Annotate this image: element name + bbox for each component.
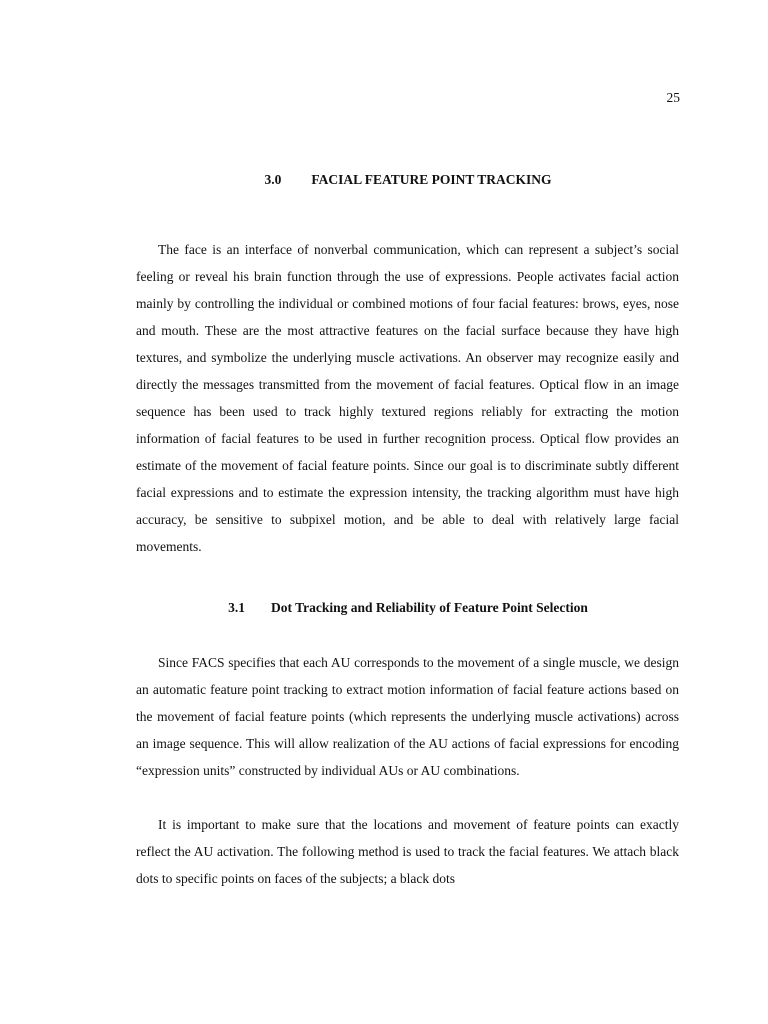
section-number: 3.1 <box>228 600 245 615</box>
body-paragraph-intro: The face is an interface of nonverbal communication, which can represent a subject’s social feeling or reveal his brain function through the use of expressions. People activates facial action mainly by controlling the individual or combined motions of four facial features: brows, eyes, nose and mouth. These are the most attractive features on the facial surface because they have high textures, and symbolize the underlying muscle activations. An observer may recognize easily and directly the messages transmitted from the movement of facial features. Optical flow in an image sequence has been used to track highly textured regions reliably for extracting the motion information of facial features to be used in further recognition process. Optical flow provides an estimate of the movement of facial feature points. Since our goal is to discriminate subtly different facial expressions and to estimate the expression intensity, the tracking algorithm must have high accuracy, be sensitive to subpixel motion, and be able to deal with relatively large facial movements. <box>136 242 679 554</box>
section-title: Dot Tracking and Reliability of Feature Point Selection <box>271 600 588 615</box>
chapter-number: 3.0 <box>264 172 282 187</box>
chapter-title: FACIAL FEATURE POINT TRACKING <box>311 172 552 187</box>
page-number: 25 <box>666 90 680 105</box>
body-paragraph-tracking: It is important to make sure that the locations and movement of feature points can exactly reflect the AU activation. The following method is used to track the facial features. We attach black dots to specific points on faces of the subjects; a black dots <box>136 817 679 886</box>
section-heading <box>0 600 768 616</box>
body-paragraph-facs: Since FACS specifies that each AU corresponds to the movement of a single muscle, we design an automatic feature point tracking to extract motion information of facial feature actions based on the movement of facial feature points (which represents the underlying muscle activations) across an image sequence. This will allow realization of the AU actions of facial expressions for encoding “expression units” constructed by individual AUs or AU combinations. <box>136 655 679 778</box>
chapter-heading <box>0 172 768 188</box>
